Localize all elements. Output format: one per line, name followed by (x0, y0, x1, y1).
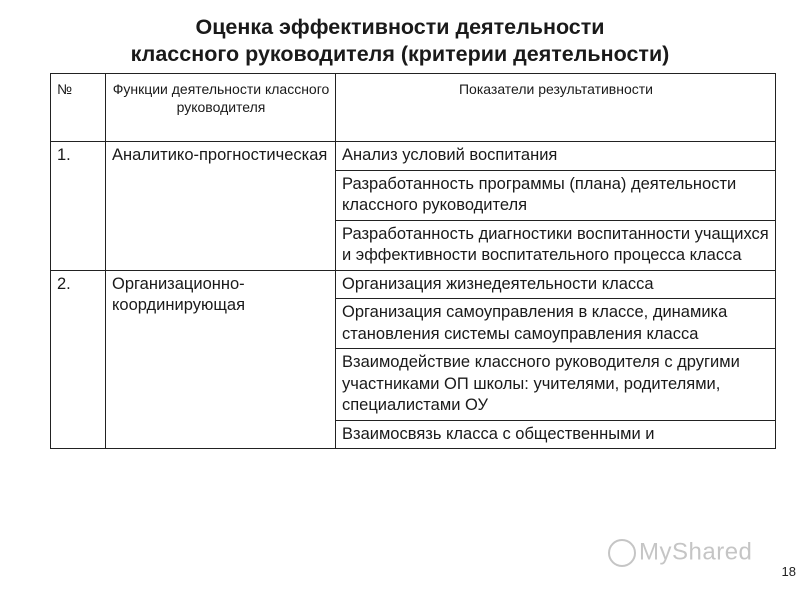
row-indicator: Разработанность диагностики воспитанности учащихся и эффективности воспитательного процесса класса (336, 220, 776, 270)
table-row (51, 142, 776, 171)
row-indicator: Анализ условий воспитания (336, 142, 776, 171)
header-indicators: Показатели результативности (336, 74, 776, 142)
title-line-1: Оценка эффективности деятельности (195, 15, 605, 39)
table-header-row (51, 74, 776, 142)
watermark-logo-icon (608, 539, 636, 567)
row-indicator: Разработанность программы (плана) деятельности классного руководителя (336, 170, 776, 220)
row-function: Организационно-координирующая (106, 270, 336, 449)
watermark-text: MyShared (639, 538, 753, 566)
header-functions: Функции деятельности классного руководителя (106, 74, 336, 142)
slide-title (0, 14, 800, 68)
row-number: 1. (51, 142, 106, 271)
row-indicator: Взаимосвязь класса с общественными и (336, 420, 776, 449)
criteria-table (50, 73, 776, 449)
row-number: 2. (51, 270, 106, 449)
table-row (51, 270, 776, 299)
watermark (608, 538, 752, 567)
row-function: Аналитико-прогностическая (106, 142, 336, 271)
title-line-2: классного руководителя (критерии деятельности) (130, 42, 670, 66)
page-number: 18 (781, 564, 796, 579)
row-indicator: Организация жизнедеятельности класса (336, 270, 776, 299)
row-indicator: Организация самоуправления в классе, динамика становления системы самоуправления класса (336, 299, 776, 349)
header-number: № (51, 74, 106, 142)
row-indicator: Взаимодействие классного руководителя с другими участниками ОП школы: учителями, родителями, специалистами ОУ (336, 349, 776, 421)
